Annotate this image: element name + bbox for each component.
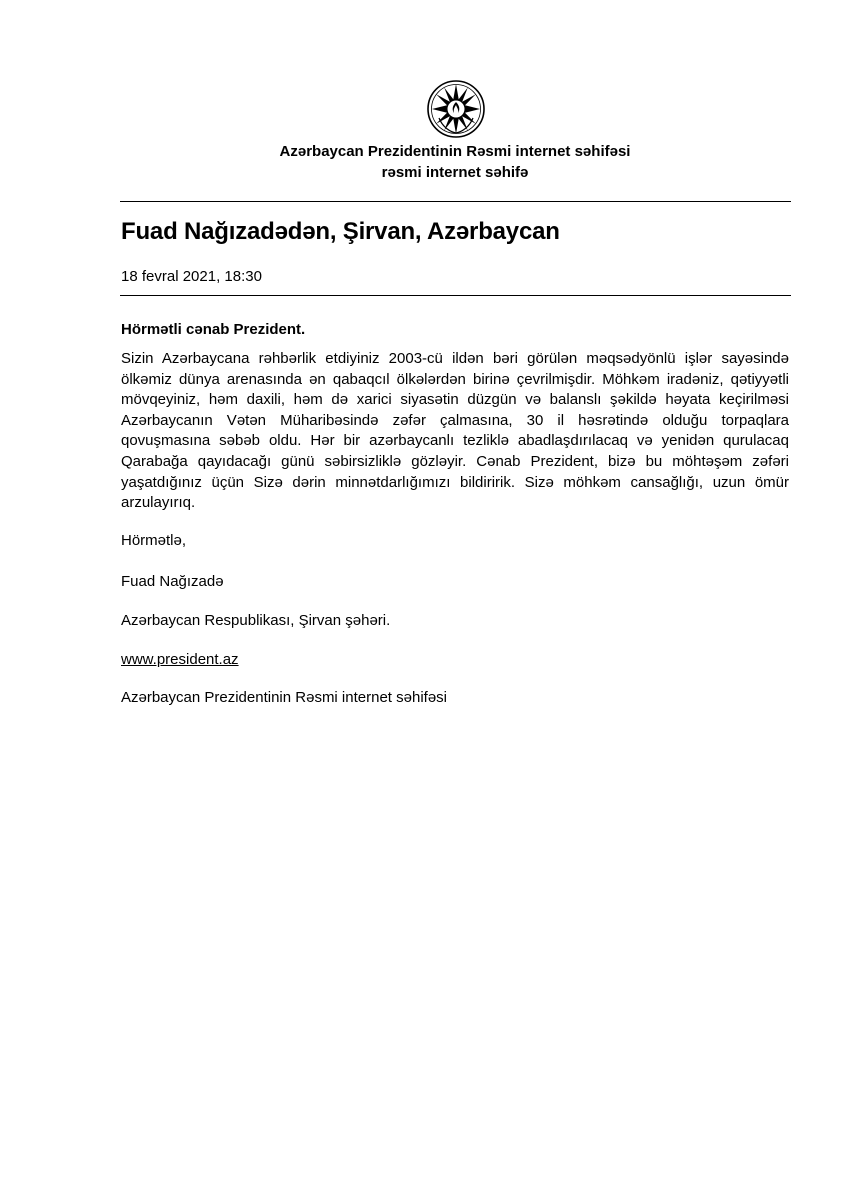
site-title: Azərbaycan Prezidentinin Rəsmi internet səhifəsi: [279, 143, 631, 160]
letter-greeting: Hörmətli cənab Prezident.: [121, 321, 306, 338]
footer-site-name: Azərbaycan Prezidentinin Rəsmi internet səhifəsi: [121, 689, 447, 706]
letter-author: Fuad Nağızadə: [121, 573, 224, 590]
divider: [120, 295, 791, 296]
website-link[interactable]: www.president.az: [121, 651, 239, 668]
letter-closing: Hörmətlə,: [121, 532, 187, 549]
page-title: Fuad Nağızadədən, Şirvan, Azərbaycan: [121, 218, 560, 245]
site-subtitle: rəsmi internet səhifə: [381, 164, 529, 181]
author-location: Azərbaycan Respublikası, Şirvan şəhəri.: [121, 612, 391, 629]
publication-date: 18 fevral 2021, 18:30: [121, 268, 262, 285]
divider: [120, 201, 791, 202]
letter-body: Sizin Azərbaycana rəhbərlik etdiyiniz 2003-cü ildən bəri görülən məqsədyönlü işlər sayəsində ölkəmiz dünya arenasında ən qabaqcıl ölkələrdən birinə çevrilmişdir. Möhkəm iradəniz, qətiyyətli mövqeyiniz, həm daxili, həm də xarici siyasətin düzgün və balanslı şəkildə həyata keçirilməsi Azərbaycanın Vətən Müharibəsində zəfər çalmasına, 30 il həsrətində olduğu torpaqlara qovuşmasına səbəb oldu. Hər bir azərbaycanlı tezliklə abadlaşdırılacaq və yenidən qurulacaq Qarabağa qayıdacağı günü səbirsizliklə gözləyir. Cənab Prezident, bizə bu möhtəşəm zəfəri yaşatdığınız üçün Sizə dərin minnətdarlığımızı bildiririk. Sizə möhkəm cansağlığı, uzun ömür arzulayırıq.: [121, 350, 789, 512]
state-emblem-icon: [425, 78, 487, 140]
